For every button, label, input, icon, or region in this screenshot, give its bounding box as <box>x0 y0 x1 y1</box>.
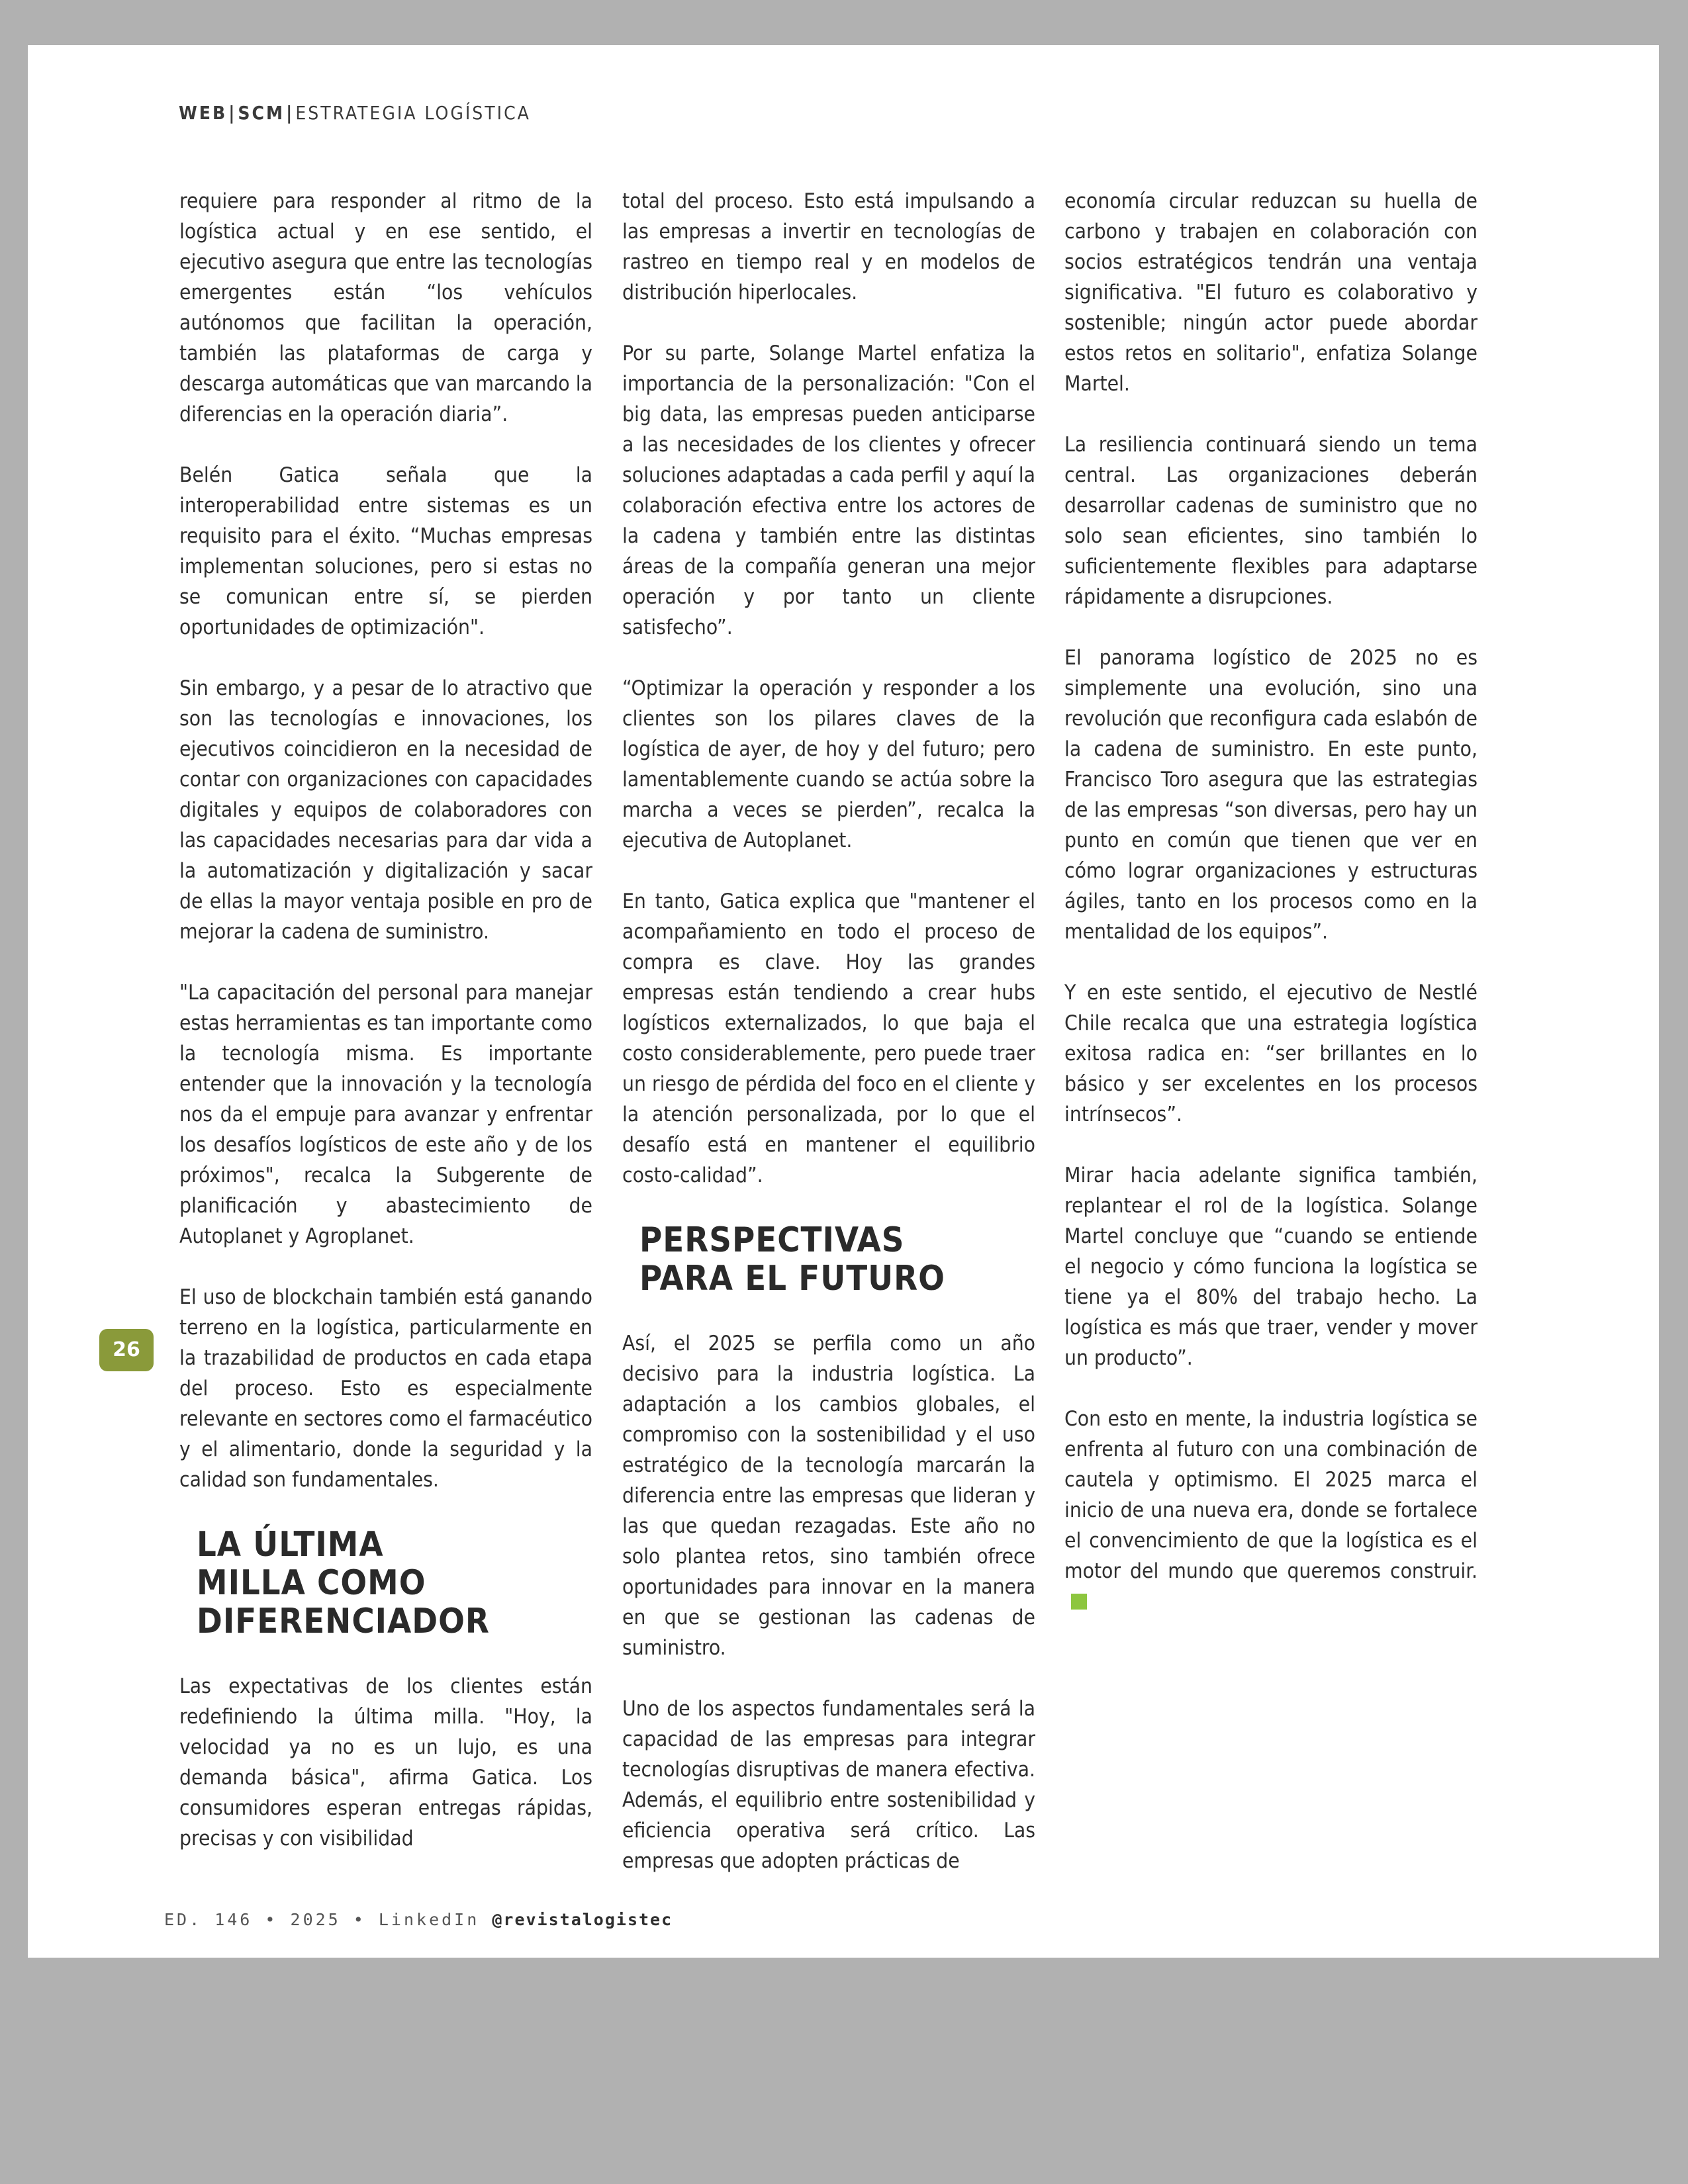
paragraph: Belén Gatica señala que la interoperabilidad entre sistemas es un requisito para el éxito. “Muchas empresas implementan soluciones, pero si estas no se comunican entre sí, se pierden oportunidades de optimización". <box>179 463 592 639</box>
footer-edition: ED. 146 • 2025 • LinkedIn <box>164 1910 492 1929</box>
magazine-page <box>28 45 1659 1958</box>
paragraph: "La capacitación del personal para manejar estas herramientas es tan importante como la tecnología misma. Es importante entender que la innovación y la tecnología nos da el empuje para avanzar y enfrentar los desafíos logísticos de este año y de los próximos", recalca la Subgerente de planificación y abastecimiento de Autoplanet y Agroplanet. <box>179 981 593 1248</box>
paragraph: “Optimizar la operación y responder a los clientes son los pilares claves de la logística de ayer, de hoy y del futuro; pero lamentablemente cuando se actúa sobre la marcha a veces se pierden”, recalca la ejecutiva de Autoplanet. <box>622 676 1035 852</box>
page-number-badge: 26 <box>99 1329 154 1371</box>
column-2 <box>622 186 1035 1876</box>
paragraph: Y en este sentido, el ejecutivo de Nestlé Chile recalca que una estrategia logística exitosa radica en: “ser brillantes en lo básico y ser excelentes en los procesos intrínsecos”. <box>1064 981 1477 1126</box>
section-heading-perspectivas <box>622 1221 1035 1298</box>
paragraph: La resiliencia continuará siendo un tema central. Las organizaciones deberán desarrollar cadenas de suministro que no solo sean eficientes, sino también lo suficientemente flexibles para adaptarse rápidamente a disrupciones. <box>1064 433 1477 609</box>
paragraph: El uso de blockchain también está ganando terreno en la logística, particularmente en la trazabilidad de productos en cada etapa del proceso. Esto es especialmente relevante en sectores como el farmacéutico y el alimentario, donde la seguridad y la calidad son fundamentales. <box>179 1285 592 1492</box>
paragraph: El panorama logístico de 2025 no es simplemente una evolución, sino una revolución que reconfigura cada eslabón de la cadena de suministro. En este punto, Francisco Toro asegura que las estrategias de las empresas “son diversas, pero hay un punto en común que tienen que ver en cómo lograr organizaciones y estructuras ágiles, tanto en los procesos como en la mentalidad de los equipos”. <box>1064 646 1477 944</box>
header-section: ESTRATEGIA LOGÍSTICA <box>295 102 531 124</box>
paragraph: Así, el 2025 se perfila como un año decisivo para la industria logística. La adaptación a los cambios globales, el compromiso con la sostenibilidad y el uso estratégico de la tecnología marcarán la diferencia entre las empresas que lideran y las que quedan rezagadas. Este año no solo plantea retos, sino también ofrece oportunidades para innovar en la manera en que se gestionan las cadenas de suministro. <box>622 1332 1035 1660</box>
paragraph: En tanto, Gatica explica que "mantener el acompañamiento en todo el proceso de compra es clave. Hoy las grandes empresas están tendiendo a crear hubs logísticos externalizados, lo que baja el costo considerablemente, pero puede traer un riesgo de pérdida del foco en el cliente y la atención personalizada, por lo que el desafío está en mantener el equilibrio costo-calidad”. <box>622 889 1035 1187</box>
paragraph: total del proceso. Esto está impulsando a las empresas a invertir en tecnologías de rastreo en tiempo real y en modelos de distribución hiperlocales. <box>622 189 1035 304</box>
header-scm: SCM <box>238 102 285 124</box>
paragraph: Uno de los aspectos fundamentales será la capacidad de las empresas para integrar tecnologías disruptivas de manera efectiva. Además, el equilibrio entre sostenibilidad y eficiencia operativa será crítico. Las empresas que adopten prácticas de <box>622 1697 1035 1873</box>
paragraph: requiere para responder al ritmo de la logística actual y en ese sentido, el ejecutivo asegura que entre las tecnologías emergentes están “los vehículos autónomos que facilitan la operación, también las plataformas de carga y descarga automáticas que van marcando la diferencias en la operación diaria”. <box>179 189 592 426</box>
end-of-article-icon <box>1071 1594 1087 1610</box>
section-header <box>179 102 531 124</box>
header-web: WEB <box>179 102 228 124</box>
final-paragraph <box>1064 1404 1477 1617</box>
paragraph-text: Con esto en mente, la industria logística se enfrenta al futuro con una combinación de cautela y optimismo. El 2025 marca el inicio de una nueva era, donde se fortalece el convencimiento de que la logística es el motor del mundo que queremos construir. <box>1064 1407 1477 1583</box>
paragraph: Sin embargo, y a pesar de lo atractivo que son las tecnologías e innovaciones, los ejecutivos coincidieron en la necesidad de contar con organizaciones con capacidades digitales y equipos de colaboradores con las capacidades necesarias para dar vida a la automatización y digitalización y sacar de ellas la mayor ventaja posible en pro de mejorar la cadena de suministro. <box>179 676 592 944</box>
heading-line: PERSPECTIVAS <box>639 1220 905 1260</box>
footer <box>164 1910 673 1929</box>
heading-line: DIFERENCIADOR <box>197 1602 490 1641</box>
paragraph: Las expectativas de los clientes están redefiniendo la última milla. "Hoy, la velocidad ya no es un lujo, es una demanda básica", afirma Gatica. Los consumidores esperan entregas rápidas, precisas y con visibilidad <box>179 1674 592 1850</box>
column-3 <box>1064 186 1477 1617</box>
header-separator: | <box>286 102 295 124</box>
section-heading-ultima-milla <box>179 1525 592 1641</box>
footer-handle: @revistalogistec <box>492 1910 673 1929</box>
paragraph: Por su parte, Solange Martel enfatiza la importancia de la personalización: "Con el big data, las empresas pueden anticiparse a las necesidades de los clientes y ofrecer soluciones adaptadas a cada perfil y aquí la colaboración efectiva entre los actores de la cadena y también entre las distintas áreas de la compañía generan una mejor operación y por tanto un cliente satisfecho”. <box>622 341 1035 639</box>
heading-line: PARA EL FUTURO <box>639 1259 945 1298</box>
heading-line: LA ÚLTIMA <box>197 1525 384 1565</box>
column-1 <box>179 186 592 1854</box>
paragraph: economía circular reduzcan su huella de carbono y trabajen en colaboración con socios estratégicos tendrán una ventaja significativa. "El futuro es colaborativo y sostenible; ningún actor puede abordar estos retos en solitario", enfatiza Solange Martel. <box>1064 189 1477 396</box>
header-separator: | <box>228 102 237 124</box>
paragraph: Mirar hacia adelante significa también, replantear el rol de la logística. Solange Martel concluye que “cuando se entiende el negocio y cómo funciona la logística se tiene ya el 80% del trabajo hecho. La logística es más que traer, vender y mover un producto”. <box>1064 1163 1477 1370</box>
heading-line: MILLA COMO <box>197 1563 426 1603</box>
